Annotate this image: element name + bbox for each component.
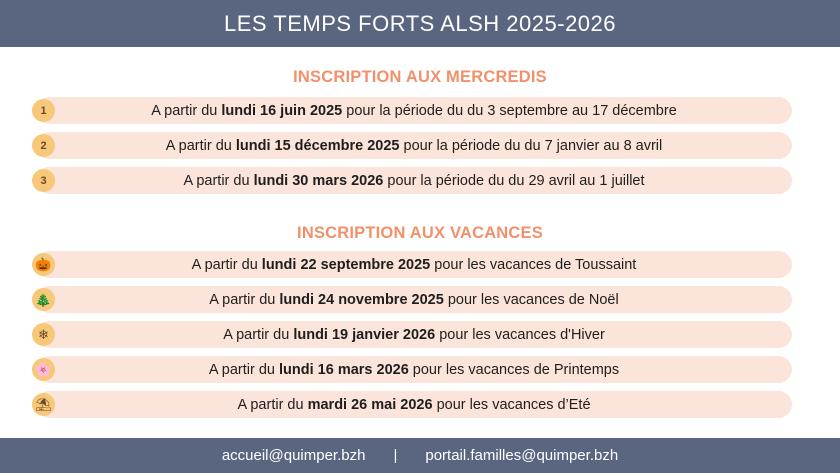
email-link[interactable]: accueil@quimper.bzh: [221, 447, 366, 464]
mercredis-section-title: INSCRIPTION AUX MERCREDIS: [293, 68, 547, 86]
pumpkin-icon: 🎃: [32, 253, 55, 276]
row-date: mardi 26 mai 2026: [307, 396, 433, 413]
row-suffix: pour les vacances d’Eté: [436, 396, 591, 413]
page-footer: [0, 438, 840, 473]
page-header: [0, 0, 840, 47]
vacances-row: [36, 251, 792, 278]
row-suffix: pour la période du du 3 septembre au 17 décembre: [346, 102, 677, 119]
mercredi-row: [36, 167, 792, 194]
row-prefix: A partir du: [165, 137, 232, 154]
row-suffix: pour la période du du 29 avril au 1 juillet: [387, 172, 645, 189]
beach-umbrella-icon: ⛱: [32, 393, 55, 416]
row-prefix: A partir du: [151, 102, 218, 119]
number-badge: 3: [32, 169, 55, 192]
number-badge: 2: [32, 134, 55, 157]
vacances-section-title: INSCRIPTION AUX VACANCES: [297, 224, 543, 242]
row-date: lundi 16 juin 2025: [221, 102, 343, 119]
row-prefix: A partir du: [223, 326, 290, 343]
row-date: lundi 24 novembre 2025: [279, 291, 444, 308]
row-suffix: pour les vacances de Noël: [447, 291, 619, 308]
vacances-row: [36, 321, 792, 348]
mercredi-row: [36, 97, 792, 124]
flower-icon: 🌸: [32, 358, 55, 381]
row-suffix: pour la période du du 7 janvier au 8 avril: [403, 137, 663, 154]
vacances-row: [36, 391, 792, 418]
vacances-row: [36, 356, 792, 383]
row-prefix: A partir du: [191, 256, 258, 273]
snowflake-icon: ❄: [32, 323, 55, 346]
portal-link[interactable]: portail.familles@quimper.bzh: [425, 447, 619, 464]
row-suffix: pour les vacances de Printemps: [412, 361, 620, 378]
row-suffix: pour les vacances de Toussaint: [434, 256, 637, 273]
row-prefix: A partir du: [208, 361, 275, 378]
row-date: lundi 19 janvier 2026: [293, 326, 436, 343]
row-date: lundi 30 mars 2026: [253, 172, 384, 189]
number-badge: 1: [32, 99, 55, 122]
christmas-tree-icon: 🎄: [32, 288, 55, 311]
footer-separator: |: [393, 447, 398, 464]
row-date: lundi 15 décembre 2025: [235, 137, 400, 154]
mercredi-row: [36, 132, 792, 159]
row-prefix: A partir du: [237, 396, 304, 413]
vacances-row: [36, 286, 792, 313]
row-suffix: pour les vacances d'Hiver: [439, 326, 605, 343]
row-prefix: A partir du: [209, 291, 276, 308]
row-date: lundi 22 septembre 2025: [261, 256, 431, 273]
row-date: lundi 16 mars 2026: [279, 361, 409, 378]
page-title: LES TEMPS FORTS ALSH 2025-2026: [223, 10, 617, 36]
row-prefix: A partir du: [183, 172, 250, 189]
